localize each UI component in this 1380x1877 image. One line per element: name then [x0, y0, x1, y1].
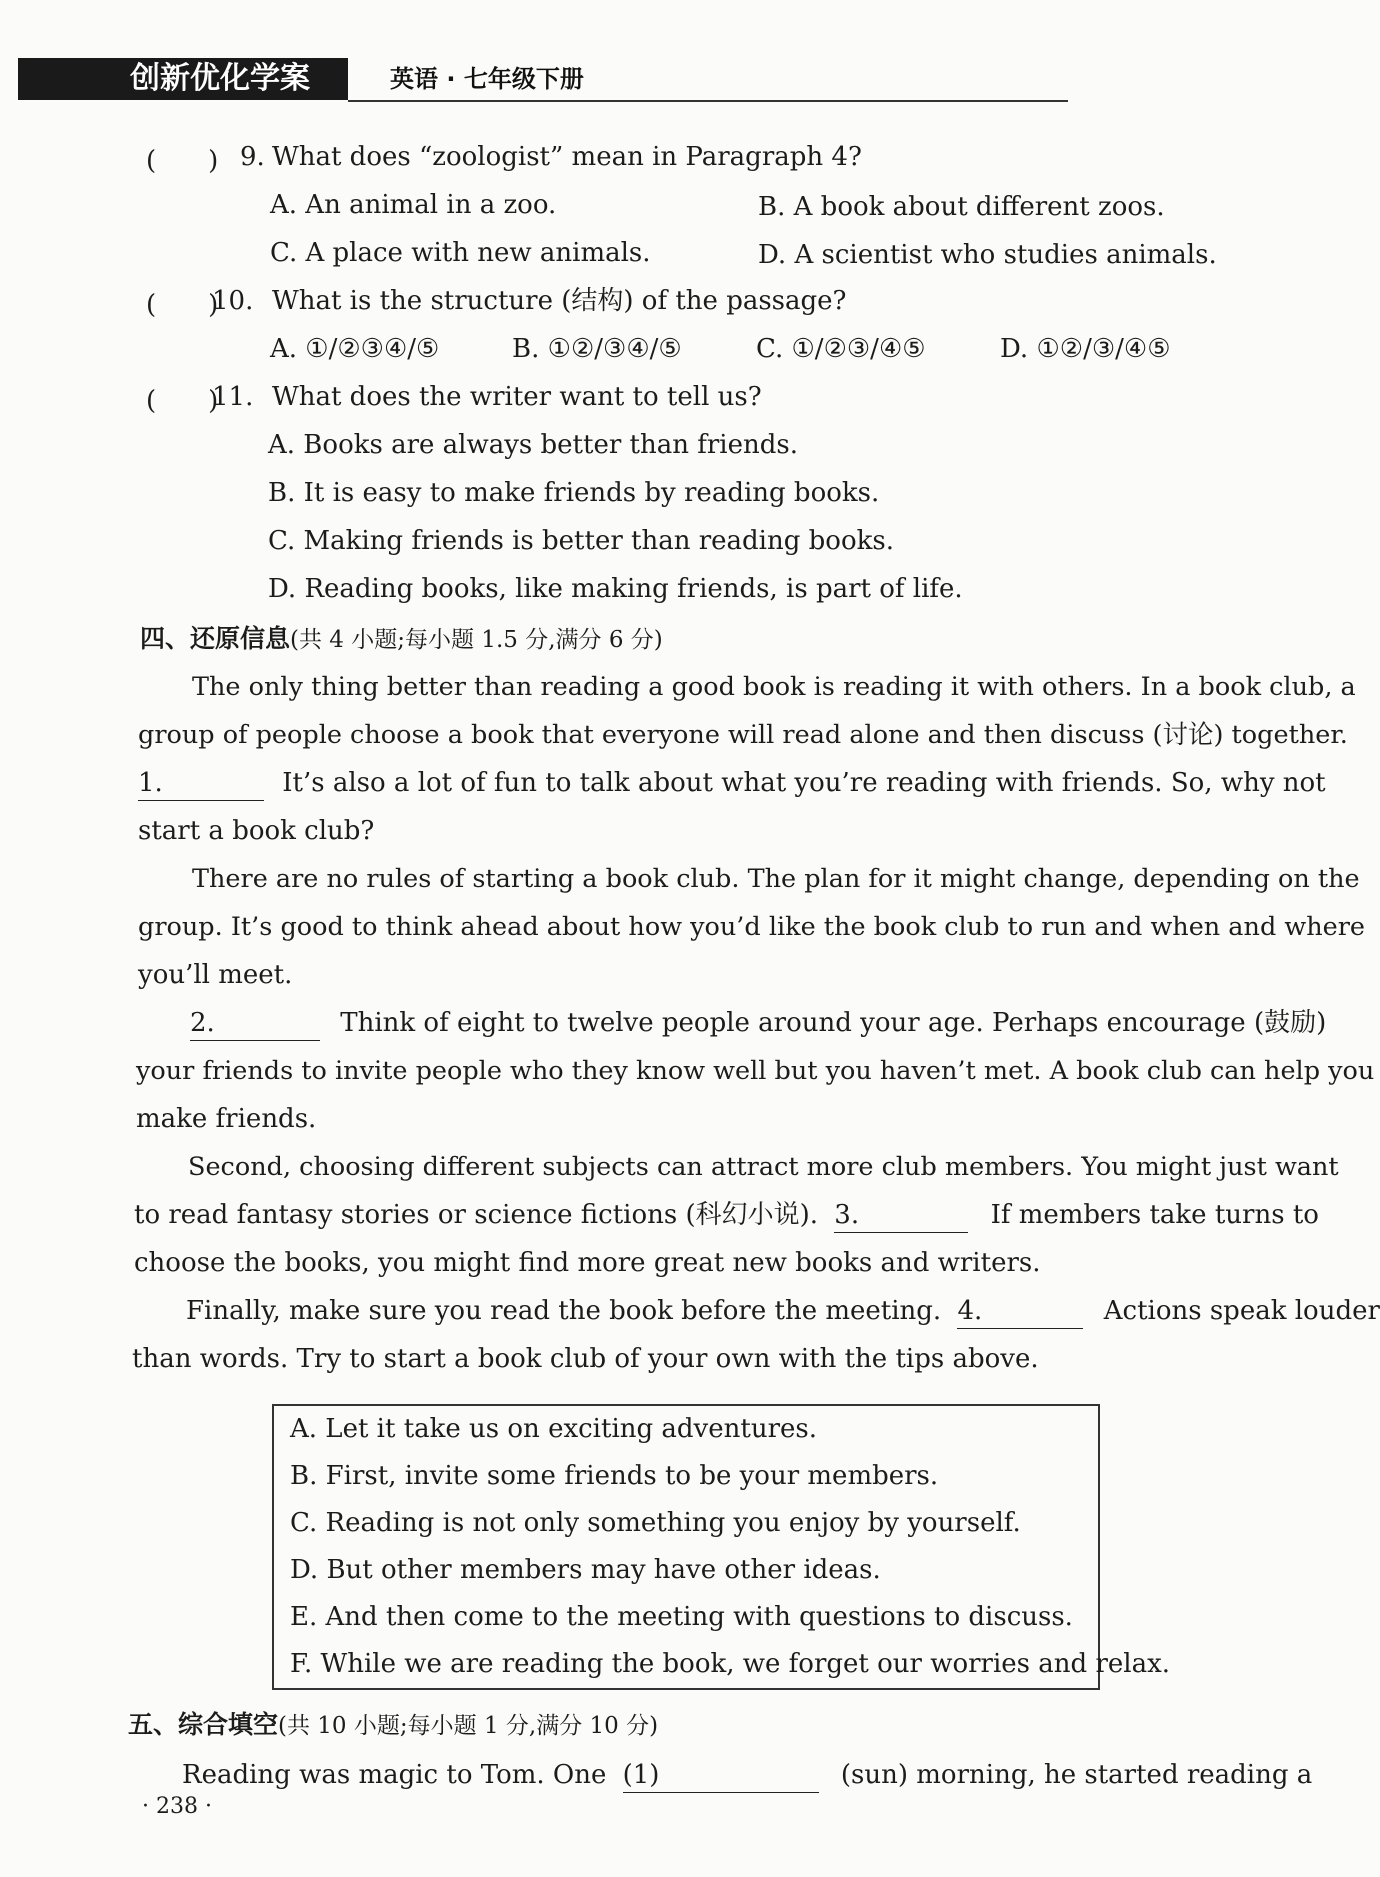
q10-option-c: C. ①/②③/④⑤	[756, 334, 926, 364]
section4-note: (共 4 小题;每小题 1.5 分,满分 6 分)	[290, 627, 663, 653]
passage-line-10: make friends.	[136, 1104, 317, 1134]
page-number: · 238 ·	[142, 1794, 212, 1819]
passage-line-12-tail: If members take turns to	[990, 1200, 1319, 1230]
answer-paren-9[interactable]: ( )	[146, 146, 219, 176]
question-number-9: 9.	[240, 142, 265, 172]
section5-line-end: (sun) morning, he started reading a	[840, 1760, 1313, 1790]
passage-line-15: than words. Try to start a book club of your own with the tips above.	[132, 1344, 1039, 1374]
passage-line-3	[138, 766, 1326, 801]
box-option-c: C. Reading is not only something you enjoy by yourself.	[290, 1508, 1021, 1538]
passage-line-14-text: Finally, make sure you read the book before the meeting.	[186, 1296, 942, 1326]
passage-line-11: Second, choosing different subjects can attract more club members. You might just want	[188, 1152, 1339, 1182]
passage-line-14-tail: Actions speak louder	[1103, 1296, 1380, 1326]
box-option-f: F. While we are reading the book, we forget our worries and relax.	[290, 1649, 1171, 1679]
passage-line-4: start a book club?	[138, 816, 375, 846]
blank-4[interactable]: 4.	[957, 1294, 1083, 1329]
section5-title: 五、综合填空	[128, 1710, 279, 1739]
passage-line-5: There are no rules of starting a book club. The plan for it might change, depending on the	[192, 864, 1360, 894]
passage-line-9: your friends to invite people who they know well but you haven’t met. A book club can help you	[136, 1056, 1375, 1086]
question-number-10: 10.	[212, 286, 254, 316]
answer-paren-10[interactable]: ( )	[146, 290, 219, 320]
q11-option-a: A. Books are always better than friends.	[268, 430, 798, 460]
section5-line-start: Reading was magic to Tom. One	[182, 1760, 607, 1790]
box-option-a: A. Let it take us on exciting adventures.	[290, 1414, 817, 1444]
passage-line-7: you’ll meet.	[138, 960, 293, 990]
section5-line-1	[182, 1758, 1312, 1793]
box-option-e: E. And then come to the meeting with questions to discuss.	[290, 1602, 1073, 1632]
q9-option-c: C. A place with new animals.	[270, 238, 651, 268]
section4-heading	[140, 622, 663, 657]
blank-2[interactable]: 2.	[190, 1006, 320, 1041]
section5-blank-1[interactable]: (1)	[623, 1758, 819, 1793]
box-option-d: D. But other members may have other ideas.	[290, 1555, 881, 1585]
section4-title: 四、还原信息	[140, 624, 291, 653]
passage-line-8	[190, 1006, 1326, 1041]
passage-line-12	[134, 1198, 1319, 1233]
header-subject: 英语 · 七年级下册	[390, 65, 584, 93]
blank-3[interactable]: 3.	[834, 1198, 968, 1233]
question-stem-11: What does the writer want to tell us?	[272, 382, 762, 412]
passage-line-8-text: Think of eight to twelve people around your age. Perhaps encourage (鼓励)	[340, 1008, 1327, 1038]
header-rule	[348, 100, 1068, 102]
passage-line-2: group of people choose a book that everyone will read alone and then discuss (讨论) together.	[138, 720, 1348, 750]
box-option-b: B. First, invite some friends to be your members.	[290, 1461, 939, 1491]
q9-option-b: B. A book about different zoos.	[758, 192, 1165, 222]
q9-option-a: A. An animal in a zoo.	[270, 190, 557, 220]
passage-line-14	[186, 1294, 1380, 1329]
question-number-11: 11.	[212, 382, 254, 412]
q10-option-a: A. ①/②③④/⑤	[270, 334, 440, 364]
passage-line-13: choose the books, you might find more great new books and writers.	[134, 1248, 1041, 1278]
q11-option-c: C. Making friends is better than reading books.	[268, 526, 894, 556]
header-brand: 创新优化学案	[130, 61, 310, 96]
question-stem-10: What is the structure (结构) of the passage?	[272, 286, 847, 316]
q11-option-d: D. Reading books, like making friends, is part of life.	[268, 574, 963, 604]
section5-heading	[128, 1708, 658, 1743]
passage-line-6: group. It’s good to think ahead about how you’d like the book club to run and when and where	[138, 912, 1365, 942]
q9-option-d: D. A scientist who studies animals.	[758, 240, 1217, 270]
section5-note: (共 10 小题;每小题 1 分,满分 10 分)	[278, 1713, 659, 1739]
passage-line-1: The only thing better than reading a good book is reading it with others. In a book club, a	[192, 672, 1356, 702]
passage-line-12-text: to read fantasy stories or science fictions (科幻小说).	[134, 1200, 819, 1230]
passage-line-3-text: It’s also a lot of fun to talk about what you’re reading with friends. So, why not	[282, 768, 1326, 798]
answer-paren-11[interactable]: ( )	[146, 386, 219, 416]
q10-option-d: D. ①②/③/④⑤	[1000, 334, 1171, 364]
question-stem-9: What does “zoologist” mean in Paragraph 4?	[272, 142, 862, 172]
blank-1[interactable]: 1.	[138, 766, 264, 801]
q10-option-b: B. ①②/③④/⑤	[512, 334, 682, 364]
q11-option-b: B. It is easy to make friends by reading books.	[268, 478, 880, 508]
